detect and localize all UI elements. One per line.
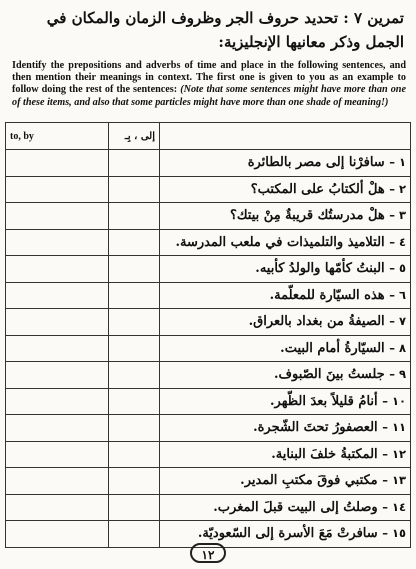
table-row-example — [6, 123, 411, 150]
sentence-text: سافرتْ مَعَ الأسرة إلى السّعوديّة. — [197, 526, 378, 542]
exercise-title: تمرين ٧ : تحديد حروف الجر وظروف الزمان والمكان في الجمل وذكر معانيها الإنجليزية: — [46, 9, 404, 51]
instructions-note: (Note that some sentences might have more than one of these items, and also that some particles might have more than one shade of meaning!) — [12, 84, 406, 108]
sentence-number: ١٥ – — [382, 526, 406, 541]
sentence-cell — [160, 362, 411, 389]
answer-en-cell[interactable] — [6, 415, 109, 442]
table-row — [6, 282, 411, 309]
table-row — [6, 388, 411, 415]
table-row — [6, 441, 411, 468]
sentence-text: التلاميذ والتلميذات في ملعب المدرسة. — [175, 234, 385, 250]
answer-ar-cell[interactable] — [109, 309, 160, 336]
answer-en-cell[interactable] — [6, 176, 109, 203]
sentence-number: ٨ – — [389, 340, 406, 355]
sentence-cell — [160, 203, 411, 230]
sentence-text: سافرْنا إلى مصر بالطائرة — [247, 155, 385, 171]
answer-en-cell[interactable] — [6, 521, 109, 548]
table-row — [6, 203, 411, 230]
answer-ar-cell: إلى ، بِـ — [109, 123, 160, 150]
answer-en-cell[interactable] — [6, 150, 109, 177]
answer-ar-cell[interactable] — [109, 388, 160, 415]
sentence-number: ٤ – — [389, 234, 406, 249]
answer-en-cell[interactable] — [6, 388, 109, 415]
sentence-text: الصيفةُ من بغداد بالعراق. — [248, 314, 385, 330]
sentence-text: هلْ مدرستُك قريبةٌ مِنْ بيتك؟ — [229, 208, 385, 224]
answer-en-cell[interactable] — [6, 441, 109, 468]
sentence-cell — [160, 229, 411, 256]
sentence-number: ٧ – — [389, 314, 406, 329]
sentence-text: البنتُ كأمّها والولدُ كأبيه. — [255, 261, 385, 277]
sentence-text: المكتبةُ خلفَ البناية. — [271, 446, 378, 462]
answer-en-cell[interactable] — [6, 282, 109, 309]
table-row — [6, 256, 411, 283]
answer-en-cell[interactable] — [6, 362, 109, 389]
sentence-text: أنامُ قليلاً بعدَ الظّهر. — [270, 393, 378, 409]
sentence-number: ١ – — [389, 155, 406, 170]
answer-en-cell[interactable] — [6, 494, 109, 521]
answer-ar-cell[interactable] — [109, 362, 160, 389]
answer-en-cell[interactable] — [6, 203, 109, 230]
sentence-cell — [160, 335, 411, 362]
answer-en-cell[interactable] — [6, 309, 109, 336]
answer-ar-cell[interactable] — [109, 176, 160, 203]
sentence-text: العصفورُ تحتَ الشّجرة. — [253, 420, 378, 436]
sentence-text: هلْ ألكتابُ على المكتب؟ — [250, 181, 385, 197]
answer-ar-cell[interactable] — [109, 494, 160, 521]
table-row — [6, 415, 411, 442]
answer-en-cell: to, by — [6, 123, 109, 150]
sentence-text: مكتبي فوقَ مكتبِ المدير. — [240, 473, 378, 489]
table-row — [6, 229, 411, 256]
answer-ar-cell[interactable] — [109, 229, 160, 256]
sentence-number: ٣ – — [389, 208, 406, 223]
sentence-cell — [160, 309, 411, 336]
sentence-number: ١١ – — [382, 420, 406, 435]
answer-en-cell[interactable] — [6, 229, 109, 256]
sentence-cell — [160, 282, 411, 309]
sentence-cell — [160, 150, 411, 177]
sentence-cell — [160, 176, 411, 203]
sentence-cell — [160, 441, 411, 468]
answer-ar-cell[interactable] — [109, 282, 160, 309]
answer-ar-cell[interactable] — [109, 521, 160, 548]
page-number: ١٢ — [190, 543, 226, 563]
sentence-cell — [160, 468, 411, 495]
exercise-instructions — [12, 60, 406, 109]
answer-en-cell[interactable] — [6, 335, 109, 362]
sentence-cell — [160, 494, 411, 521]
sentence-number: ١٤ – — [382, 499, 406, 514]
sentence-number: ١٣ – — [382, 473, 406, 488]
sentence-number: ١٢ – — [382, 446, 406, 461]
answer-ar-cell[interactable] — [109, 468, 160, 495]
sentence-number: ٦ – — [389, 287, 406, 302]
header-sentence-cell — [160, 123, 411, 150]
sentence-number: ٥ – — [389, 261, 406, 276]
answer-en-cell[interactable] — [6, 468, 109, 495]
answer-ar-cell[interactable] — [109, 335, 160, 362]
answer-ar-cell[interactable] — [109, 256, 160, 283]
sentence-cell — [160, 388, 411, 415]
table-row — [6, 150, 411, 177]
sentence-number: ٩ – — [389, 367, 406, 382]
answer-ar-cell[interactable] — [109, 415, 160, 442]
sentence-text: جلستُ بينَ الصّبوف. — [273, 367, 385, 383]
answer-en-cell[interactable] — [6, 256, 109, 283]
table-row — [6, 335, 411, 362]
table-row — [6, 468, 411, 495]
table-row — [6, 362, 411, 389]
sentence-number: ٢ – — [389, 181, 406, 196]
sentence-cell — [160, 415, 411, 442]
answer-ar-cell[interactable] — [109, 150, 160, 177]
sentence-text: هذه السيّارة للمعلّمة. — [269, 287, 385, 303]
answer-ar-cell[interactable] — [109, 441, 160, 468]
sentence-text: السيّارةُ أمام البيت. — [280, 340, 385, 356]
sentence-number: ١٠ – — [382, 393, 406, 408]
table-row — [6, 176, 411, 203]
sentence-cell — [160, 256, 411, 283]
table-row — [6, 494, 411, 521]
sentence-text: وصلتُ إلى البيت قبلَ المغرب. — [213, 499, 378, 515]
exercise-table — [5, 122, 411, 548]
instructions-main: Identify the prepositions and adverbs of time and place in the following sentences, and then mention their meanings in context. The first one is given to you as an example to follow doing the rest of the sentences: — [12, 60, 406, 96]
table-row — [6, 309, 411, 336]
answer-ar-cell[interactable] — [109, 203, 160, 230]
